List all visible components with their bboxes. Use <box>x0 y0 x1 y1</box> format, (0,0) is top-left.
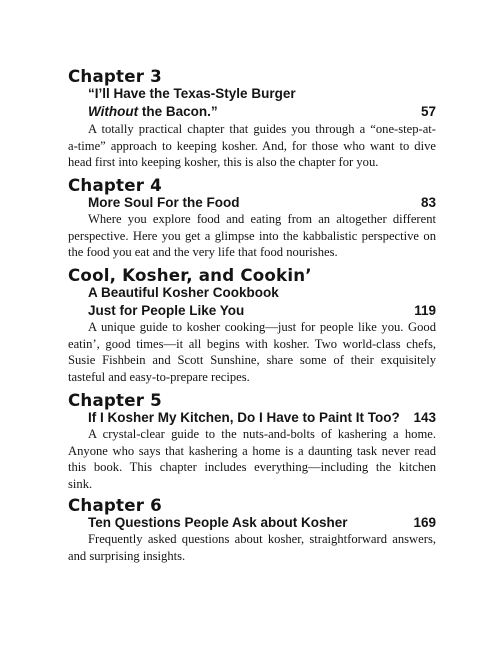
page-number: 119 <box>414 303 436 318</box>
description-line: Susie Fishbein and Scott Sunshine, share some of their exquisitely <box>68 353 436 368</box>
page-number: 169 <box>413 515 436 530</box>
chapter-title-text: Ten Questions People Ask about Kosher <box>88 515 348 530</box>
page-number: 143 <box>413 410 436 425</box>
chapter-title <box>88 103 436 121</box>
description-line: eatin’, good times—it all begins with kosher. Two world-class chefs, <box>68 336 436 351</box>
description-line: Anyone who says that kashering a home is a daunting task never read <box>68 443 436 458</box>
chapter-heading: Chapter 4 <box>68 176 162 196</box>
chapter-title-text: Without the Bacon.” <box>88 104 218 119</box>
description-line: perspective. Here you get a glimpse into the kabbalistic perspective on <box>68 228 436 243</box>
chapter-title <box>88 409 436 427</box>
chapter-description <box>68 319 436 385</box>
chapter-heading: Chapter 6 <box>68 496 162 516</box>
page-number: 57 <box>420 104 436 119</box>
chapter-heading: Cool, Kosher, and Cookin’ <box>68 266 312 286</box>
chapter-title-text: More Soul For the Food <box>88 195 240 210</box>
description-line: Where you explore food and eating from an altogether different <box>88 212 436 226</box>
chapter-title-text: Just for People Like You <box>88 303 245 318</box>
description-line: a-time” approach to keeping kosher. And, for those who want to dive <box>68 138 436 153</box>
description-line: tasteful and easy-to-prepare recipes. <box>68 369 250 384</box>
description-line: this book. This chapter includes everything—including the kitchen <box>68 460 436 475</box>
chapter-title-italic: Without <box>88 104 139 119</box>
description-line: A unique guide to kosher cooking—just for people like you. Good <box>88 320 436 334</box>
description-line: head first into keeping kosher, this is also the chapter for you. <box>68 155 379 170</box>
chapter-title <box>88 85 436 103</box>
description-line: sink. <box>68 476 93 491</box>
description-line: the food you eat and the very life that food nourishes. <box>68 245 338 260</box>
chapter-description <box>68 426 436 492</box>
description-line: and surprising insights. <box>68 548 186 563</box>
chapter-title-text: “I’ll Have the Texas-Style Burger <box>88 86 296 101</box>
chapter-description <box>68 531 436 564</box>
chapter-title <box>88 302 436 320</box>
chapter-heading: Chapter 3 <box>68 67 162 87</box>
chapter-title-text: If I Kosher My Kitchen, Do I Have to Paint It Too? <box>88 410 400 425</box>
chapter-title-text: A Beautiful Kosher Cookbook <box>88 285 279 300</box>
chapter-heading: Chapter 5 <box>68 391 162 411</box>
chapter-description <box>68 211 436 261</box>
page-number: 83 <box>420 195 436 210</box>
description-line: A crystal-clear guide to the nuts-and-bolts of kashering a home. <box>88 427 436 441</box>
chapter-title <box>88 194 436 212</box>
chapter-title <box>88 514 436 532</box>
chapter-description <box>68 121 436 171</box>
description-line: A totally practical chapter that guides you through a “one-step-at- <box>88 122 436 136</box>
description-line: Frequently asked questions about kosher, straightforward answers, <box>88 532 436 546</box>
chapter-title <box>88 284 436 302</box>
